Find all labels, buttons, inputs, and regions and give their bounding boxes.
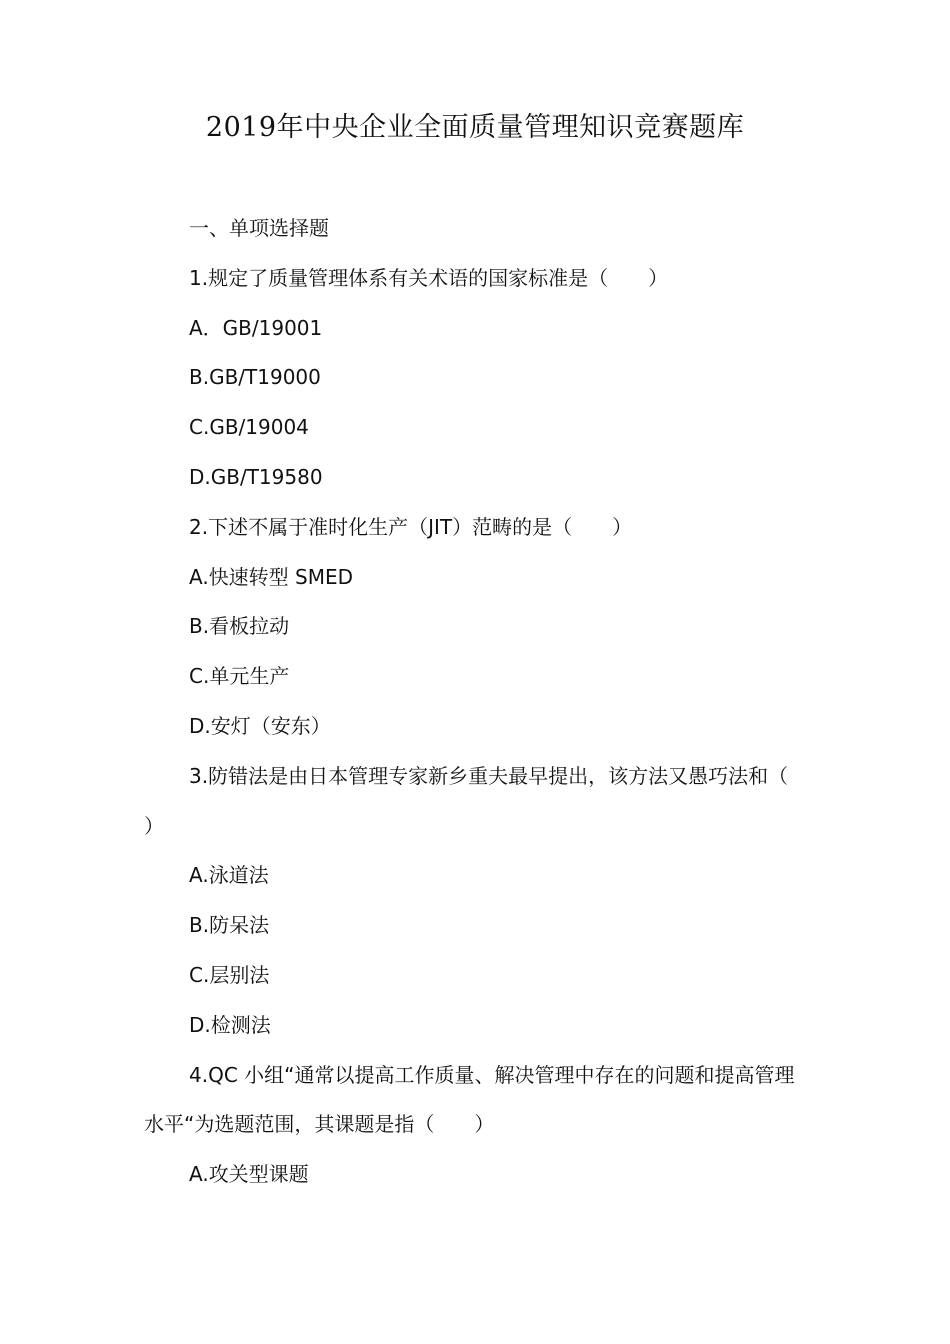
question-1-option-a: A．GB/19001 <box>189 315 323 340</box>
question-2-option-b: B.看板拉动 <box>189 614 290 639</box>
question-2-stem: 2.下述不属于准时化生产（JIT）范畴的是（ ） <box>189 514 633 539</box>
question-1-option-b: B.GB/T19000 <box>189 365 321 390</box>
document-body <box>144 204 829 1200</box>
section-heading: 一、单项选择题 <box>189 216 329 240</box>
question-2-option-d: D.安灯（安东） <box>189 713 331 738</box>
question-2-option-c: C.单元生产 <box>189 664 290 689</box>
question-1-option-d: D.GB/T19580 <box>189 464 323 489</box>
question-1-option-c: C.GB/19004 <box>189 415 309 440</box>
question-4-option-a: A.攻关型课题 <box>189 1162 309 1187</box>
question-3-option-c: C.层别法 <box>189 962 270 987</box>
question-1-stem: 1.规定了质量管理体系有关术语的国家标准是（ ） <box>189 265 669 290</box>
question-3-option-d: D.检测法 <box>189 1012 271 1037</box>
question-3-option-b: B.防呆法 <box>189 913 270 938</box>
question-3-stem: 3.防错法是由日本管理专家新乡重夫最早提出，该方法又愚巧法和（ ） <box>144 763 829 838</box>
question-3-option-a: A.泳道法 <box>189 863 269 888</box>
question-4-stem: 4.QC 小组“通常以提高工作质量、解决管理中存在的问题和提高管理水平“为选题范围，其课题是指（ ） <box>144 1062 795 1137</box>
document-title: 2019年中央企业全面质量管理知识竞赛题库 <box>205 112 745 143</box>
question-2-option-a: A.快速转型 SMED <box>189 564 354 589</box>
